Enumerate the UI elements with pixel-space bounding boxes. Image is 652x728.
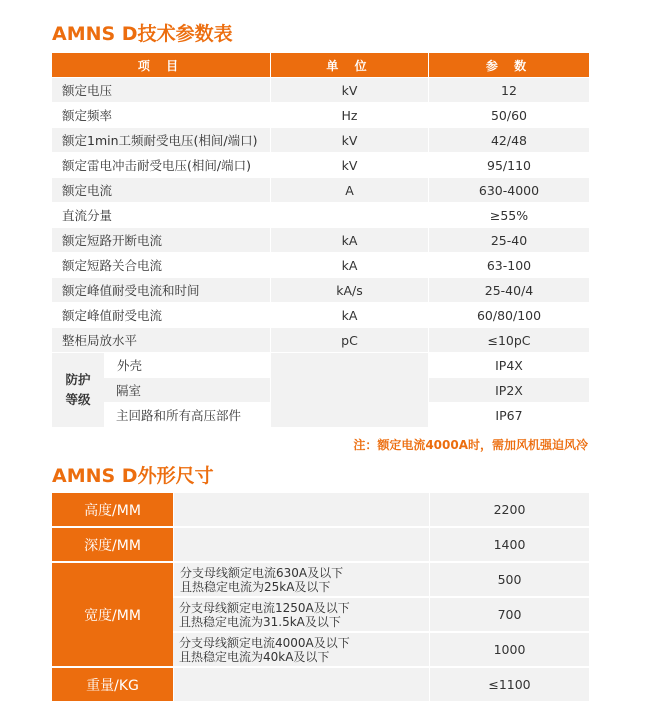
width-condition: [173, 563, 429, 598]
width-condition: [173, 633, 429, 668]
width-condition: [173, 598, 429, 633]
row-value: 630-4000: [428, 178, 589, 203]
table-row: [52, 228, 589, 253]
row-value: 25-40: [428, 228, 589, 253]
protection-item-value: IP2X: [428, 378, 589, 403]
row-value: 63-100: [428, 253, 589, 278]
dimensions-title: AMNS D外形尺寸: [52, 465, 214, 487]
protection-row: [52, 353, 589, 378]
row-value: 50/60: [428, 103, 589, 128]
header-item: 项 目: [52, 53, 270, 78]
height-label: 高度/MM: [52, 493, 173, 528]
row-unit: kA: [270, 228, 428, 253]
row-unit: kV: [270, 128, 428, 153]
condition-line2: 且热稳定电流为40kA及以下: [179, 649, 330, 664]
height-condition: [173, 493, 429, 528]
depth-condition: [173, 528, 429, 563]
table-row: [52, 278, 589, 303]
footnote: 注：额定电流4000A时，需加风机强迫风冷: [353, 438, 588, 452]
row-unit: kV: [270, 78, 428, 103]
row-name: 整柜局放水平: [52, 328, 270, 353]
row-name: 额定峰值耐受电流: [52, 303, 270, 328]
row-unit: pC: [270, 328, 428, 353]
row-unit: Hz: [270, 103, 428, 128]
condition-line2: 且热稳定电流为31.5kA及以下: [179, 614, 341, 629]
table-row: [52, 128, 589, 153]
condition-line1: 分支母线额定电流630A及以下: [180, 565, 344, 580]
row-value: 25-40/4: [428, 278, 589, 303]
weight-value: ≤1100: [429, 668, 589, 703]
technical-parameters-table: [52, 53, 589, 428]
header-value: 参 数: [428, 53, 589, 78]
dimension-row-width: [52, 563, 589, 598]
row-unit: kA: [270, 253, 428, 278]
protection-item-value: IP67: [428, 403, 589, 428]
depth-value: 1400: [429, 528, 589, 563]
protection-item-name: 隔室: [104, 378, 270, 403]
row-unit: kV: [270, 153, 428, 178]
condition-line2: 且热稳定电流为25kA及以下: [180, 579, 331, 594]
row-unit: kA: [270, 303, 428, 328]
row-name: 额定短路开断电流: [52, 228, 270, 253]
row-unit: [270, 203, 428, 228]
row-unit: kA/s: [270, 278, 428, 303]
table-row: [52, 78, 589, 103]
depth-label: 深度/MM: [52, 528, 173, 563]
table-row: [52, 103, 589, 128]
table-row: [52, 178, 589, 203]
protection-label-line2: 等级: [65, 392, 91, 407]
table-row: [52, 203, 589, 228]
row-name: 额定雷电冲击耐受电压(相间/端口): [52, 153, 270, 178]
row-name: 额定1min工频耐受电压(相间/端口): [52, 128, 270, 153]
table-row: [52, 253, 589, 278]
table-row: [52, 328, 589, 353]
table-body: [52, 78, 589, 428]
row-value: 12: [428, 78, 589, 103]
width-value: 700: [429, 598, 589, 633]
protection-class-label: [52, 353, 104, 428]
row-name: 额定电流: [52, 178, 270, 203]
header-unit: 单 位: [270, 53, 428, 78]
dimension-row-depth: [52, 528, 589, 563]
spec-table-title: AMNS D技术参数表: [52, 23, 233, 45]
weight-label: 重量/KG: [52, 668, 173, 703]
row-value: 42/48: [428, 128, 589, 153]
width-label: 宽度/MM: [52, 563, 173, 668]
row-name: 额定电压: [52, 78, 270, 103]
row-unit: A: [270, 178, 428, 203]
row-value: ≥55%: [428, 203, 589, 228]
height-value: 2200: [429, 493, 589, 528]
table-header-row: [52, 53, 589, 78]
weight-condition: [173, 668, 429, 703]
row-name: 额定频率: [52, 103, 270, 128]
row-value: 60/80/100: [428, 303, 589, 328]
dimension-row-height: [52, 493, 589, 528]
dimensions-table: [52, 493, 589, 703]
table-row: [52, 153, 589, 178]
width-value: 1000: [429, 633, 589, 668]
condition-line1: 分支母线额定电流1250A及以下: [179, 600, 350, 615]
width-value: 500: [429, 563, 589, 598]
row-value: 95/110: [428, 153, 589, 178]
dimension-row-weight: [52, 668, 589, 703]
protection-item-value: IP4X: [428, 353, 589, 378]
protection-item-name: 主回路和所有高压部件: [104, 403, 270, 428]
protection-unit-blank: [270, 353, 428, 428]
protection-item-name: 外壳: [104, 353, 270, 378]
protection-label-line1: 防护: [65, 372, 91, 387]
row-name: 直流分量: [52, 203, 270, 228]
table-row: [52, 303, 589, 328]
condition-line1: 分支母线额定电流4000A及以下: [179, 635, 350, 650]
row-value: ≤10pC: [428, 328, 589, 353]
row-name: 额定峰值耐受电流和时间: [52, 278, 270, 303]
row-name: 额定短路关合电流: [52, 253, 270, 278]
